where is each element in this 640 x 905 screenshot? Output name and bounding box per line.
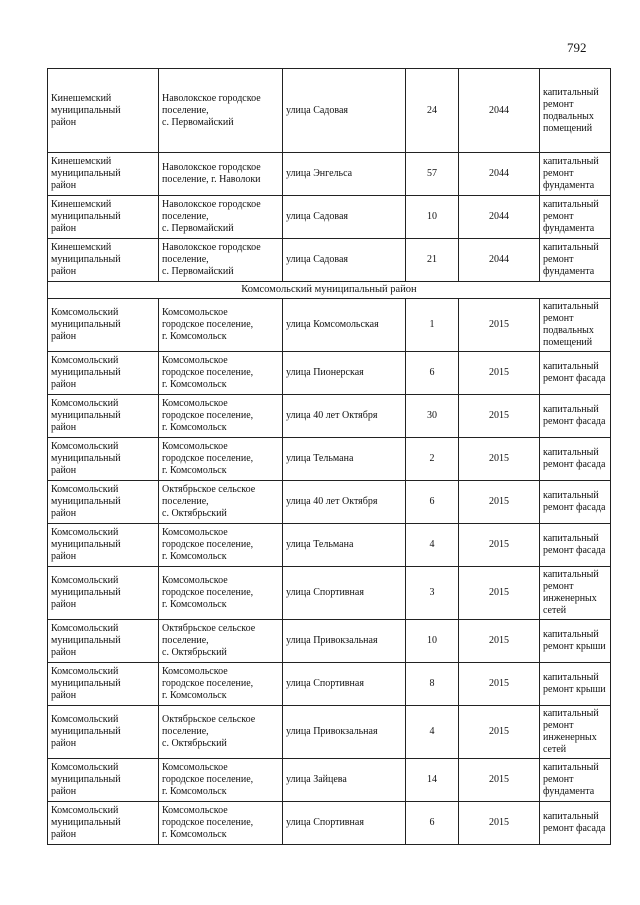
street-cell: улица Привокзальная: [283, 620, 406, 663]
street-cell: улица Садовая: [283, 196, 406, 239]
house-number-cell: 30: [406, 395, 459, 438]
table-row: [48, 706, 611, 759]
table-row: [48, 524, 611, 567]
table-row: [48, 567, 611, 620]
year-cell: 2015: [459, 299, 540, 352]
table-row: [48, 759, 611, 802]
settlement-cell: Октябрьское сельское поселение, с. Октябрьский: [159, 481, 283, 524]
street-cell: улица Комсомольская: [283, 299, 406, 352]
year-cell: 2015: [459, 706, 540, 759]
district-cell: Комсомольский муниципальный район: [48, 352, 159, 395]
street-cell: улица Энгельса: [283, 153, 406, 196]
house-number-cell: 14: [406, 759, 459, 802]
table-row: [48, 438, 611, 481]
table-row: [48, 802, 611, 845]
district-cell: Комсомольский муниципальный район: [48, 706, 159, 759]
repair-schedule-table: [47, 68, 611, 845]
district-cell: Комсомольский муниципальный район: [48, 299, 159, 352]
district-cell: Комсомольский муниципальный район: [48, 802, 159, 845]
section-header: [48, 282, 611, 299]
table-row: [48, 352, 611, 395]
house-number-cell: 4: [406, 706, 459, 759]
table-row: [48, 153, 611, 196]
street-cell: улица Пионерская: [283, 352, 406, 395]
year-cell: 2044: [459, 153, 540, 196]
work-type-cell: капитальный ремонт крыши: [540, 663, 611, 706]
settlement-cell: Наволокское городское поселение, с. Первомайский: [159, 239, 283, 282]
street-cell: улица Спортивная: [283, 802, 406, 845]
street-cell: улица Тельмана: [283, 438, 406, 481]
district-cell: Комсомольский муниципальный район: [48, 620, 159, 663]
house-number-cell: 6: [406, 352, 459, 395]
year-cell: 2015: [459, 620, 540, 663]
house-number-cell: 24: [406, 69, 459, 153]
work-type-cell: капитальный ремонт фундамента: [540, 239, 611, 282]
work-type-cell: капитальный ремонт фасада: [540, 395, 611, 438]
district-cell: Кинешемский муниципальный район: [48, 153, 159, 196]
district-cell: Кинешемский муниципальный район: [48, 239, 159, 282]
street-cell: улица Привокзальная: [283, 706, 406, 759]
year-cell: 2015: [459, 802, 540, 845]
work-type-cell: капитальный ремонт фасада: [540, 524, 611, 567]
district-cell: Кинешемский муниципальный район: [48, 69, 159, 153]
settlement-cell: Октябрьское сельское поселение, с. Октябрьский: [159, 620, 283, 663]
street-cell: улица Садовая: [283, 239, 406, 282]
settlement-cell: Наволокское городское поселение, с. Первомайский: [159, 69, 283, 153]
work-type-cell: капитальный ремонт фасада: [540, 352, 611, 395]
house-number-cell: 6: [406, 802, 459, 845]
settlement-cell: Комсомольское городское поселение, г. Комсомольск: [159, 299, 283, 352]
house-number-cell: 10: [406, 196, 459, 239]
year-cell: 2044: [459, 239, 540, 282]
work-type-cell: капитальный ремонт фундамента: [540, 196, 611, 239]
house-number-cell: 21: [406, 239, 459, 282]
settlement-cell: Комсомольское городское поселение, г. Комсомольск: [159, 802, 283, 845]
year-cell: 2044: [459, 69, 540, 153]
house-number-cell: 2: [406, 438, 459, 481]
rows-komsomolsk: [48, 299, 611, 845]
street-cell: улица Садовая: [283, 69, 406, 153]
work-type-cell: капитальный ремонт инженерных сетей: [540, 706, 611, 759]
year-cell: 2015: [459, 663, 540, 706]
table-row: [48, 481, 611, 524]
section-title: Комсомольский муниципальный район: [48, 282, 611, 299]
settlement-cell: Комсомольское городское поселение, г. Комсомольск: [159, 759, 283, 802]
year-cell: 2015: [459, 438, 540, 481]
district-cell: Кинешемский муниципальный район: [48, 196, 159, 239]
house-number-cell: 3: [406, 567, 459, 620]
work-type-cell: капитальный ремонт фасада: [540, 438, 611, 481]
settlement-cell: Комсомольское городское поселение, г. Комсомольск: [159, 567, 283, 620]
house-number-cell: 8: [406, 663, 459, 706]
work-type-cell: капитальный ремонт подвальных помещений: [540, 69, 611, 153]
district-cell: Комсомольский муниципальный район: [48, 524, 159, 567]
district-cell: Комсомольский муниципальный район: [48, 663, 159, 706]
street-cell: улица 40 лет Октября: [283, 481, 406, 524]
table-row: [48, 663, 611, 706]
street-cell: улица Тельмана: [283, 524, 406, 567]
work-type-cell: капитальный ремонт фундамента: [540, 759, 611, 802]
settlement-cell: Комсомольское городское поселение, г. Комсомольск: [159, 438, 283, 481]
street-cell: улица 40 лет Октября: [283, 395, 406, 438]
settlement-cell: Комсомольское городское поселение, г. Комсомольск: [159, 395, 283, 438]
year-cell: 2015: [459, 759, 540, 802]
house-number-cell: 6: [406, 481, 459, 524]
settlement-cell: Наволокское городское поселение, с. Первомайский: [159, 196, 283, 239]
district-cell: Комсомольский муниципальный район: [48, 438, 159, 481]
settlement-cell: Октябрьское сельское поселение, с. Октябрьский: [159, 706, 283, 759]
table-row: [48, 395, 611, 438]
settlement-cell: Комсомольское городское поселение, г. Комсомольск: [159, 524, 283, 567]
year-cell: 2044: [459, 196, 540, 239]
settlement-cell: Комсомольское городское поселение, г. Комсомольск: [159, 663, 283, 706]
district-cell: Комсомольский муниципальный район: [48, 567, 159, 620]
section-row: [48, 282, 611, 299]
house-number-cell: 4: [406, 524, 459, 567]
settlement-cell: Наволокское городское поселение, г. Наволоки: [159, 153, 283, 196]
year-cell: 2015: [459, 567, 540, 620]
year-cell: 2015: [459, 524, 540, 567]
house-number-cell: 57: [406, 153, 459, 196]
rows-kineshma: [48, 69, 611, 282]
house-number-cell: 10: [406, 620, 459, 663]
district-cell: Комсомольский муниципальный район: [48, 759, 159, 802]
year-cell: 2015: [459, 352, 540, 395]
street-cell: улица Спортивная: [283, 567, 406, 620]
work-type-cell: капитальный ремонт инженерных сетей: [540, 567, 611, 620]
work-type-cell: капитальный ремонт фундамента: [540, 153, 611, 196]
house-number-cell: 1: [406, 299, 459, 352]
district-cell: Комсомольский муниципальный район: [48, 481, 159, 524]
year-cell: 2015: [459, 395, 540, 438]
table-row: [48, 69, 611, 153]
settlement-cell: Комсомольское городское поселение, г. Комсомольск: [159, 352, 283, 395]
year-cell: 2015: [459, 481, 540, 524]
work-type-cell: капитальный ремонт фасада: [540, 802, 611, 845]
table-row: [48, 299, 611, 352]
street-cell: улица Спортивная: [283, 663, 406, 706]
work-type-cell: капитальный ремонт подвальных помещений: [540, 299, 611, 352]
table-row: [48, 620, 611, 663]
table-row: [48, 239, 611, 282]
page-number: 792: [567, 40, 587, 55]
street-cell: улица Зайцева: [283, 759, 406, 802]
work-type-cell: капитальный ремонт фасада: [540, 481, 611, 524]
district-cell: Комсомольский муниципальный район: [48, 395, 159, 438]
work-type-cell: капитальный ремонт крыши: [540, 620, 611, 663]
table-row: [48, 196, 611, 239]
